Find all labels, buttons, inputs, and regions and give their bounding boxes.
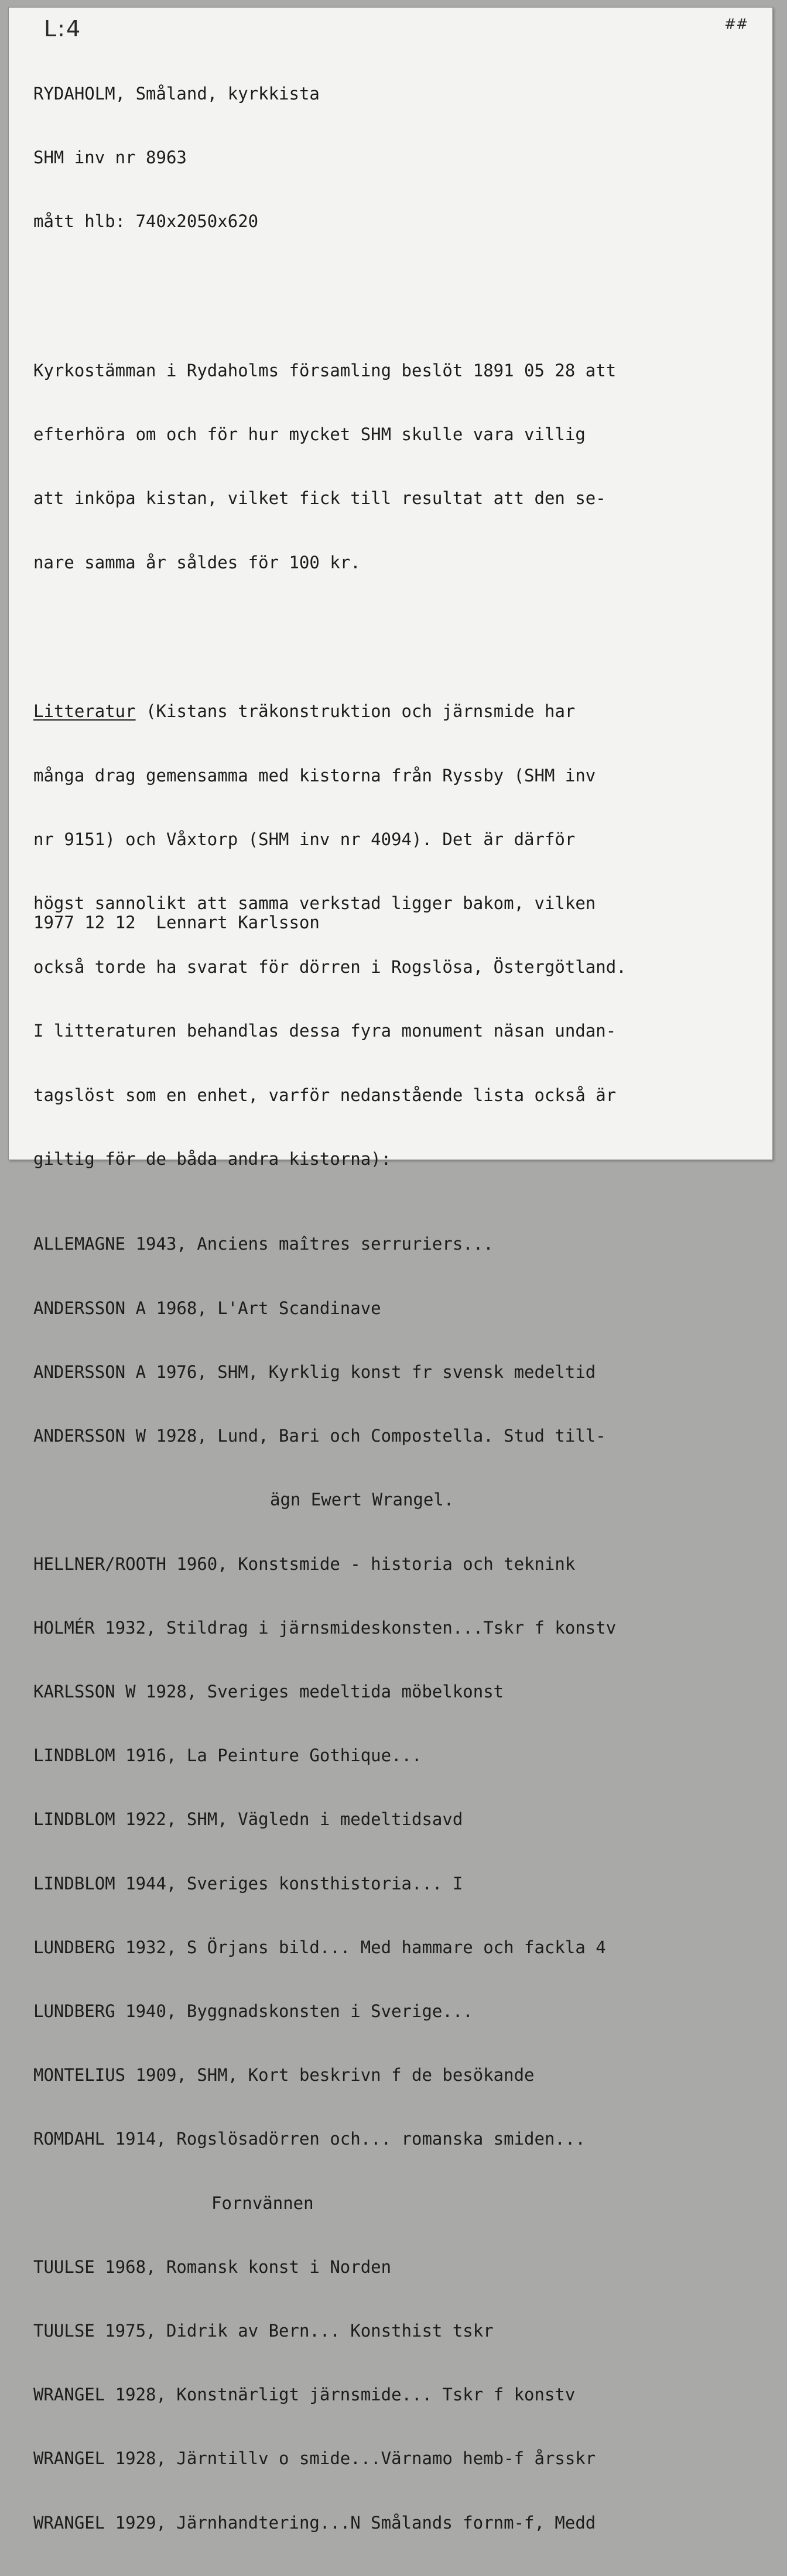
reference-entry: HELLNER/ROOTH 1960, Konstsmide - historia och teknink xyxy=(33,1553,576,1574)
reference-entry: ANDERSSON A 1968, L'Art Scandinave xyxy=(33,1298,381,1318)
litteratur-line: giltig för de båda andra kistorna): xyxy=(33,1148,392,1169)
reference-continuation: Fornvännen xyxy=(211,2193,314,2213)
litteratur-line: också torde ha svarat för dörren i Rogslösa, Östergötland. xyxy=(33,957,627,977)
card-footer xyxy=(33,913,320,932)
footer-date: 1977 12 12 xyxy=(33,913,136,932)
catalog-card xyxy=(8,7,773,2533)
handwritten-code: L:4 xyxy=(44,16,82,42)
litteratur-first-line xyxy=(33,701,771,722)
litteratur-heading: Litteratur xyxy=(33,701,136,722)
reference-entry: LUNDBERG 1932, S Örjans bild... Med hammare och fackla 4 xyxy=(33,1937,606,1957)
paragraph-line: efterhöra om och för hur mycket SHM skulle vara villig xyxy=(33,424,586,445)
reference-entry: LINDBLOM 1916, La Peinture Gothique... xyxy=(33,1745,422,1766)
reference-entry: WRANGEL 1928, Konstnärligt järnsmide... Tskr f konstv xyxy=(33,2385,576,2405)
litteratur-line: tagslöst som en enhet, varför nedanstående lista också är xyxy=(33,1085,617,1105)
card-title: RYDAHOLM, Småland, kyrkkista xyxy=(33,83,320,104)
paragraph-line: nare samma år såldes för 100 kr. xyxy=(33,552,361,572)
litteratur-line-rest: (Kistans träkonstruktion och järnsmide har xyxy=(135,701,576,722)
reference-entry: LUNDBERG 1940, Byggnadskonsten i Sverige... xyxy=(33,2001,473,2021)
reference-continuation: ägn Ewert Wrangel. xyxy=(270,1490,454,1510)
litteratur-line: högst sannolikt att samma verkstad ligger bakom, vilken xyxy=(33,893,596,914)
reference-entry: ALLEMAGNE 1943, Anciens maîtres serruriers... xyxy=(33,1234,494,1254)
reference-entry: ANDERSSON A 1976, SHM, Kyrklig konst fr svensk medeltid xyxy=(33,1361,596,1382)
inventory-number: SHM inv nr 8963 xyxy=(33,148,187,168)
litteratur-line: nr 9151) och Våxtorp (SHM inv nr 4094). Det är därför xyxy=(33,829,576,849)
litteratur-line: I litteraturen behandlas dessa fyra monument näsan undan- xyxy=(33,1021,617,1041)
reference-entry: WRANGEL 1929, Järnhandtering...N Smålands fornm-f, Medd xyxy=(33,2512,596,2533)
reference-entry: TUULSE 1968, Romansk konst i Norden xyxy=(33,2256,392,2277)
reference-entry: WRANGEL 1928, Järntillv o smide...Värnamo hemb-f årsskr xyxy=(33,2448,596,2469)
reference-entry: ANDERSSON W 1928, Lund, Bari och Compostella. Stud till- xyxy=(33,1426,606,1446)
paragraph-line: att inköpa kistan, vilket fick till resultat att den se- xyxy=(33,488,606,509)
reference-entry: LINDBLOM 1944, Sveriges konsthistoria... I xyxy=(33,1873,463,1894)
card-text xyxy=(33,40,771,2576)
reference-entry: KARLSSON W 1928, Sveriges medeltida möbelkonst xyxy=(33,1681,504,1702)
measurements: mått hlb: 740x2050x620 xyxy=(33,211,259,232)
reference-entry: ROMDAHL 1914, Rogslösadörren och... romanska smiden... xyxy=(33,2129,586,2149)
reference-entry: TUULSE 1975, Didrik av Bern... Konsthist tskr xyxy=(33,2320,494,2341)
reference-entry: HOLMÉR 1932, Stildrag i järnsmideskonsten...Tskr f konstv xyxy=(33,1617,617,1638)
reference-entry: MONTELIUS 1909, SHM, Kort beskrivn f de besökande xyxy=(33,2065,535,2086)
footer-author: Lennart Karlsson xyxy=(156,913,320,932)
litteratur-line: många drag gemensamma med kistorna från Ryssby (SHM inv xyxy=(33,765,596,786)
reference-entry: LINDBLOM 1922, SHM, Vägledn i medeltidsavd xyxy=(33,1809,463,1830)
handwritten-mark: ## xyxy=(724,16,748,32)
paragraph-line: Kyrkostämman i Rydaholms församling beslöt 1891 05 28 att xyxy=(33,361,617,381)
